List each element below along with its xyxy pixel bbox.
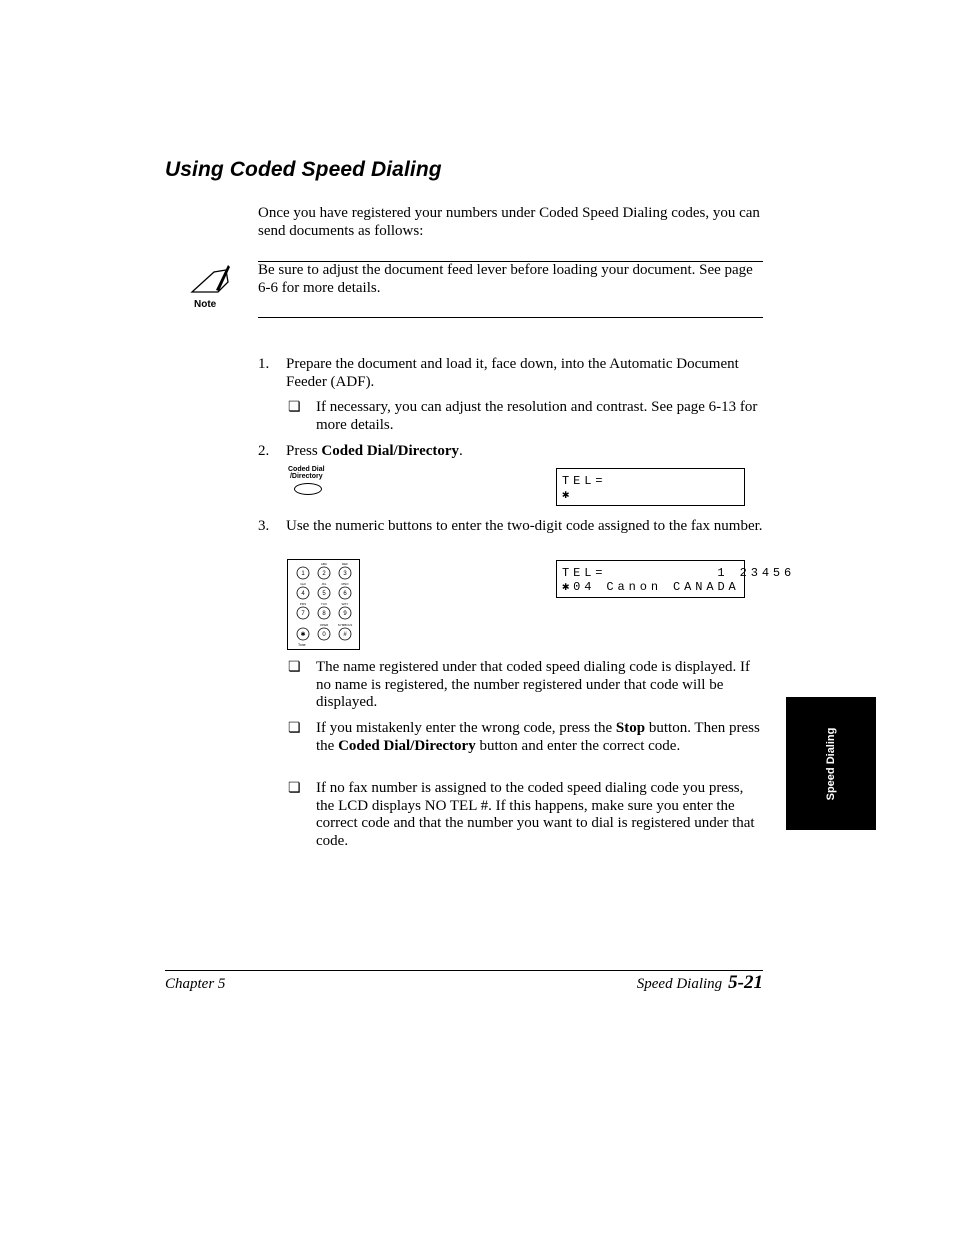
- intro-paragraph: Once you have registered your numbers under Coded Speed Dialing codes, you can send documents as follows:: [258, 205, 760, 239]
- keypad-key-letters: ABC: [320, 562, 328, 566]
- bullet-icon: ❏: [288, 781, 301, 796]
- step-3-bullet-3: If no fax number is assigned to the coded speed dialing code you press, the LCD displays NO TEL #. If this happens, make sure you enter the correct code and that the number you want to dial is registered under that code.: [316, 780, 755, 849]
- lcd-display-step-2: TEL= ✱: [556, 468, 745, 506]
- numeric-keypad: [287, 559, 360, 650]
- keypad-key-label: 2: [322, 571, 326, 578]
- step-1-text: Prepare the document and load it, face down, into the Automatic Document Feeder (ADF).: [286, 356, 739, 390]
- keypad-key-letters: SYMBOLS: [337, 623, 353, 627]
- footer-chapter: Chapter 5: [165, 976, 226, 992]
- lcd-display-step-3: TEL= 1 23456 ✱04 Canon CANADA: [556, 560, 745, 598]
- keypad-key-label: 8: [322, 611, 326, 618]
- keypad-key-label: 9: [343, 611, 347, 618]
- step-1-bullet-1: If necessary, you can adjust the resolution and contrast. See page 6-13 for more details.: [316, 399, 758, 433]
- bullet-icon: ❏: [288, 400, 301, 415]
- bullet-icon: ❏: [288, 721, 301, 736]
- keypad-key-letters: JKL: [321, 582, 327, 586]
- keypad-key-label: 0: [322, 632, 326, 639]
- keypad-key-label: 6: [343, 591, 347, 598]
- keypad-key-letters: DEF: [342, 562, 348, 566]
- coded-dial-button-label: Coded Dial /Directory: [288, 466, 325, 480]
- footer-section: Speed Dialing 5-21: [636, 972, 763, 993]
- keypad-key-letters: OPER: [319, 623, 329, 627]
- step-2-number: 2.: [258, 443, 270, 459]
- bullet-icon: ❏: [288, 660, 301, 675]
- keypad-key-letters: WXY: [341, 602, 349, 606]
- note-bottom-rule: [258, 317, 763, 318]
- note-label: Note: [194, 299, 217, 310]
- keypad-key-letters: MNO: [341, 582, 349, 586]
- keypad-key-label: #: [343, 632, 347, 639]
- keypad-key-label: 5: [322, 591, 326, 598]
- step-3-bullet-1: The name registered under that coded speed dialing code is displayed. If no name is registered, the number registered under that code will be displayed.: [316, 659, 751, 710]
- keypad-tone-label: Tone: [298, 643, 306, 647]
- keypad-key-label: 4: [301, 591, 305, 598]
- keypad-key-label: ✱: [300, 632, 306, 639]
- keypad-key-letters: TUV: [321, 602, 327, 606]
- footer-rule: [165, 970, 763, 971]
- page-number: 5-21: [728, 972, 763, 993]
- step-3-text: Use the numeric buttons to enter the two-digit code assigned to the fax number.: [286, 518, 763, 534]
- page-title: Using Coded Speed Dialing: [165, 158, 442, 181]
- keypad-key-label: 3: [343, 571, 347, 578]
- chapter-side-tab: [786, 697, 876, 830]
- coded-dial-directory-button[interactable]: [294, 483, 322, 495]
- step-3-bullet-2: If you mistakenly enter the wrong code, press the Stop button. Then press the Coded Dial/Directory button and enter the correct code.: [316, 720, 760, 754]
- keypad-key-label: 7: [301, 611, 305, 618]
- step-3-number: 3.: [258, 518, 270, 534]
- step-2-text: Press Coded Dial/Directory.: [286, 443, 463, 459]
- note-text: Be sure to adjust the document feed lever before loading your document. See page 6-6 for more details.: [258, 262, 753, 296]
- keypad-key-label: 1: [301, 571, 305, 578]
- step-1-number: 1.: [258, 356, 270, 372]
- side-tab-label: Speed Dialing: [825, 727, 837, 800]
- keypad-key-letters: GHI: [300, 582, 306, 586]
- keypad-key-letters: PRS: [299, 602, 307, 606]
